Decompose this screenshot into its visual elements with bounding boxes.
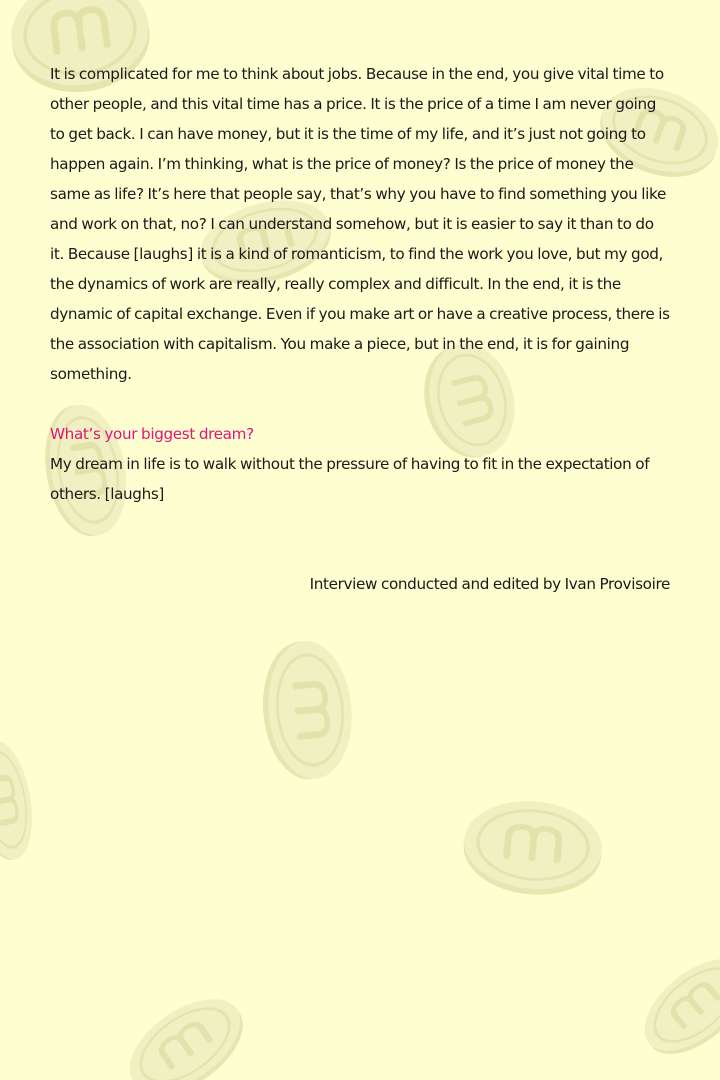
interview-question: What’s your biggest dream? [50,425,254,443]
coin-icon [257,638,357,783]
article-body [50,59,670,509]
dream-answer: My dream in life is to walk without the pressure of having to fit in the expectation of others. [laughs] [50,455,650,503]
coin-icon [628,942,720,1072]
interview-credit: Interview conducted and edited by Ivan Provisoire [309,575,670,593]
coin-icon [114,981,259,1080]
answer-paragraph: It is complicated for me to think about jobs. Because in the end, you give vital time to other people, and this vital time has a price. It is the price of a time I am never going to get back. I can have money, but it is the time of my life, and it’s just not going to happen again. I’m thinking, what is the price of money? Is the price of money the same as life? It’s here that people say, that’s why you have to find something you like and work on that, no? I can understand somehow, but it is easier to say it than to do it. Because [laughs] it is a kind of romanticism, to find the work you love, but my god, the dynamics of work are really, really complex and difficult. In the end, it is the dynamic of capital exchange. Even if you make art or have a creative process, there is the association with capitalism. You make a piece, but in the end, it is for gaining something. [50,65,670,383]
coin-icon [0,737,40,865]
coin-icon [460,795,606,900]
